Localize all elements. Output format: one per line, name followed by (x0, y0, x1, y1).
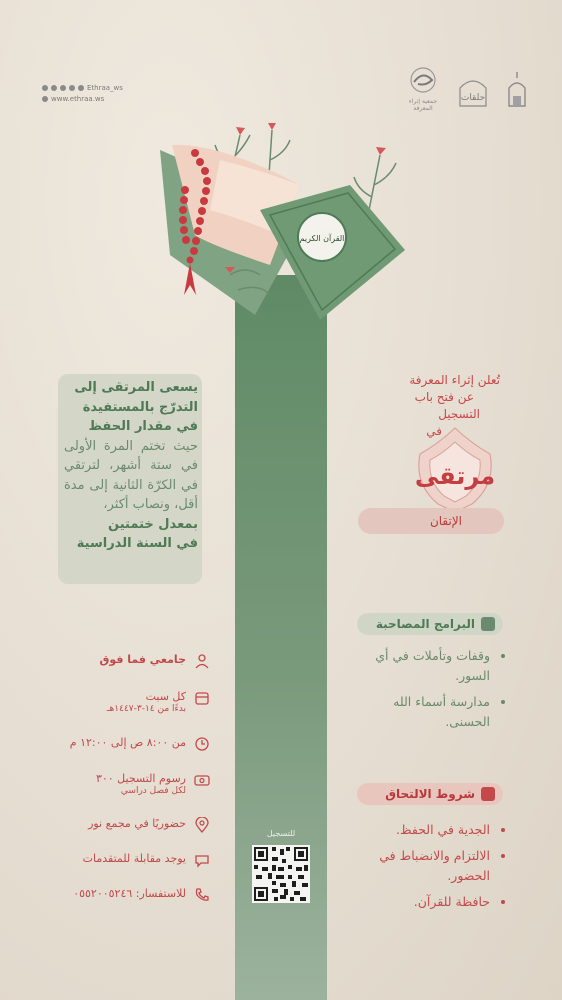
chat-icon (194, 852, 210, 868)
info-fee (60, 772, 210, 796)
ethraa-logo (404, 66, 442, 112)
logos (404, 66, 530, 112)
program-item: • مدارسة أسماء الله الحسنى. (354, 692, 490, 732)
social-row[interactable] (42, 82, 123, 93)
info-audience (60, 653, 210, 669)
days-text: كل سبت (145, 690, 186, 703)
brand-name: مرتقى (414, 462, 496, 490)
book-title: القرآن الكريم (299, 234, 345, 243)
phone-icon (194, 887, 210, 903)
intro-line1: يسعى المرتقى إلى (74, 380, 198, 395)
brand-tagline: الإتقان (358, 508, 504, 534)
info-interview (60, 852, 210, 868)
feather-icon (481, 787, 495, 801)
money-icon (194, 772, 210, 788)
clock-icon (194, 736, 210, 752)
info-location (60, 817, 210, 833)
info-schedule (60, 690, 210, 714)
document-icon (481, 617, 495, 631)
info-time (60, 736, 210, 752)
website-link[interactable]: www.ethraa.ws (51, 94, 105, 103)
programs-list (354, 646, 504, 738)
intro-body: حيث تختم المرة الأولى في ستة أشهر، لترتقي في الكرّة الثانية إلى مدة أقل، ونصاب أكثر، (64, 438, 198, 512)
intro-line4: بمعدل ختمتين (108, 516, 198, 532)
masjid-logo (504, 70, 530, 112)
condition-item: • حافظة للقرآن. (354, 892, 490, 912)
intro-line3: في مقدار الحفظ (88, 419, 198, 434)
x-icon (42, 85, 48, 91)
halaqat-logo (456, 74, 490, 112)
conditions-title: شروط الالتحاق (385, 787, 475, 801)
register-label: للتسجيل (266, 829, 296, 838)
info-contact[interactable] (60, 887, 210, 903)
social-links (42, 82, 123, 104)
interview-text: يوجد مقابلة للمتقدمات (82, 852, 186, 865)
instagram-icon (51, 85, 57, 91)
location-pin-icon (194, 817, 210, 833)
website-row[interactable] (42, 93, 123, 104)
time-text: من ٨:٠٠ ص إلى ١٢:٠٠ م (69, 736, 186, 749)
conditions-header (357, 783, 503, 805)
quran-illustration (150, 115, 410, 330)
announcement-line: في (426, 424, 442, 438)
condition-item: • الجدية في الحفظ. (354, 820, 490, 840)
audience-text: جامعي فما فوق (99, 653, 186, 666)
fee-text: رسوم التسجيل ٣٠٠ (95, 772, 186, 785)
person-icon (194, 653, 210, 669)
snapchat-icon (60, 85, 66, 91)
intro-line5: في السنة الدراسية (76, 536, 198, 551)
youtube-icon (69, 85, 75, 91)
brand-emblem (412, 424, 498, 514)
programs-title: البرامج المصاحبة (375, 617, 475, 631)
conditions-list (354, 820, 504, 918)
registration-qr-code[interactable] (252, 845, 310, 903)
announcement-line: عن فتح باب (414, 390, 474, 404)
social-handle: Ethraa_ws (87, 83, 123, 92)
condition-item: • الالتزام والانضباط في الحضور. (354, 846, 490, 886)
announcement-line: التسجيل (438, 407, 480, 421)
globe-icon (42, 96, 48, 102)
ethraa-logo-caption: جمعية إثراء المعرفة (408, 98, 438, 112)
location-text: حضوريًا في مجمع نور (88, 817, 186, 830)
announcement-line: تُعلن إثراء المعرفة (409, 373, 500, 387)
program-item: • وقفات وتأملات في أي السور. (354, 646, 490, 686)
halaqat-logo-text: حلقات (460, 93, 486, 103)
intro-line2: التدرّج بالمستفيدة (82, 399, 198, 415)
tiktok-icon (78, 85, 84, 91)
fee-note-text: لكل فصل دراسي (120, 786, 186, 796)
calendar-icon (194, 690, 210, 706)
intro-text (64, 378, 198, 554)
start-date-text: بدءًا من ١٤-٣-١٤٤٧هـ (106, 704, 186, 714)
programs-header (357, 613, 503, 635)
contact-text[interactable]: للاستفسار: ٠٥٥٢٠٠٥٢٤٦ (73, 887, 186, 900)
